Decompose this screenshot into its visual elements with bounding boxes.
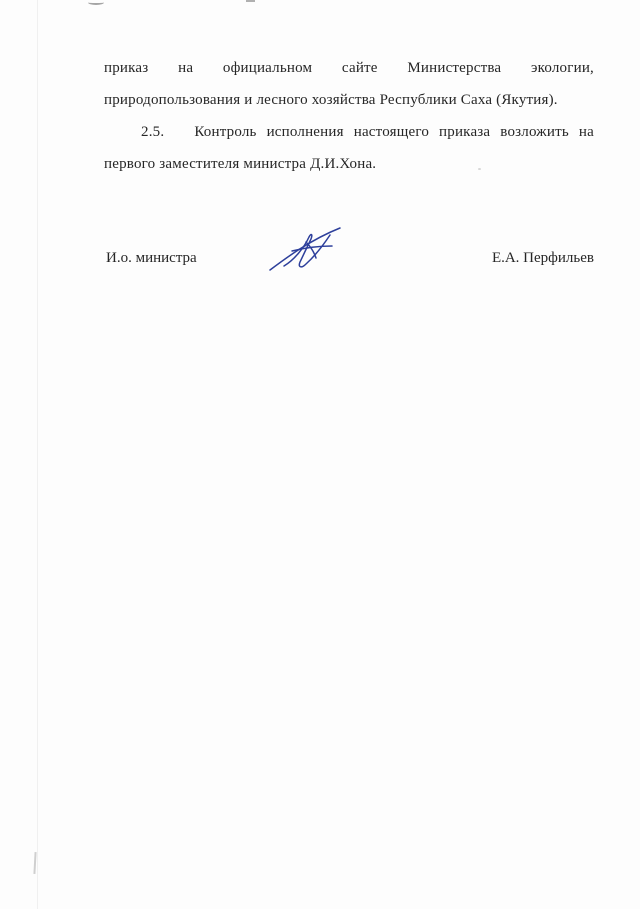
signature-block — [104, 236, 594, 286]
signer-title: И.о. министра — [106, 250, 197, 266]
scan-artifact-top-1 — [88, 0, 104, 5]
scan-artifact-left-edge — [37, 0, 38, 909]
handwritten-signature — [262, 222, 358, 278]
paragraph-2-5-control: 2.5. Контроль исполнения настоящего приказа возложить на первого заместителя министра Д.И.Хона. — [104, 124, 594, 172]
paragraph-publication: приказ на официальном сайте Министерства экологии, природопользования и лесного хозяйства Республики Саха (Якутия). — [104, 60, 594, 108]
document-content — [104, 52, 594, 286]
scan-artifact-top-2 — [246, 0, 255, 2]
signer-name: Е.А. Перфильев — [491, 250, 594, 266]
